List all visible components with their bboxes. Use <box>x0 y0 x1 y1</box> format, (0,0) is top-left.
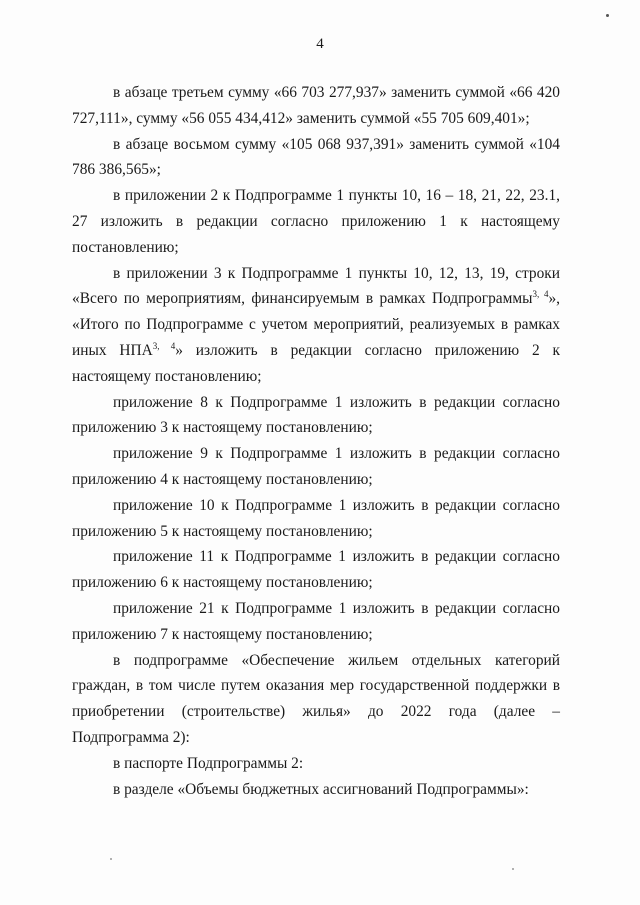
document-body <box>72 80 560 802</box>
paragraph-9: приложение 21 к Подпрограмме 1 изложить в редакции согласно приложению 7 к настоящему постановлению; <box>72 599 560 643</box>
paragraph-7: приложение 10 к Подпрограмме 1 изложить в редакции согласно приложению 5 к настоящему постановлению; <box>72 496 560 540</box>
paragraph-4-part-2: », «Итого по Подпрограмме с учетом мероприятий, реализуемых в рамках иных НПА <box>72 290 561 359</box>
paragraph-8: приложение 11 к Подпрограмме 1 изложить в редакции согласно приложению 6 к настоящему постановлению; <box>72 548 560 592</box>
paragraph-5: приложение 8 к Подпрограмме 1 изложить в редакции согласно приложению 3 к настоящему постановлению; <box>72 393 560 437</box>
page-number: 4 <box>316 36 324 52</box>
paragraph-3: в приложении 2 к Подпрограмме 1 пункты 10, 16 – 18, 21, 22, 23.1, 27 изложить в редакции согласно приложению 1 к настоящему постановлению; <box>72 187 560 256</box>
paragraph-4 <box>72 261 560 390</box>
footnote-ref-2: 3, 4 <box>152 340 176 351</box>
paragraph-1: в абзаце третьем сумму «66 703 277,937» заменить суммой «66 420 727,111», сумму «56 055 434,412» заменить суммой «55 705 609,401»; <box>72 84 560 127</box>
paragraph-11: в паспорте Подпрограммы 2: <box>113 754 304 772</box>
paragraph-4-part-1: в приложении 3 к Подпрограмме 1 пункты 10, 12, 13, 19, строки «Всего по мероприятиям, финансируемым в рамках Подпрограммы <box>72 264 560 308</box>
paragraph-6: приложение 9 к Подпрограмме 1 изложить в редакции согласно приложению 4 к настоящему постановлению; <box>72 445 560 488</box>
paragraph-4-part-3: » изложить в редакции согласно приложению 2 к настоящему постановлению; <box>72 341 561 385</box>
scan-speck <box>110 858 112 860</box>
footnote-ref-1: 3, 4 <box>532 289 549 300</box>
scan-speck <box>512 868 514 870</box>
paragraph-10: в подпрограмме «Обеспечение жильем отдельных категорий граждан, в том числе путем оказания мер государственной поддержки в приобретении (строительстве) жилья» до 2022 года (далее – Подпрограмма 2): <box>72 651 560 746</box>
paragraph-12: в разделе «Объемы бюджетных ассигнований Подпрограммы»: <box>113 780 529 798</box>
paragraph-2: в абзаце восьмом сумму «105 068 937,391» заменить суммой «104 786 386,565»; <box>72 135 560 179</box>
scan-speck <box>606 14 609 17</box>
